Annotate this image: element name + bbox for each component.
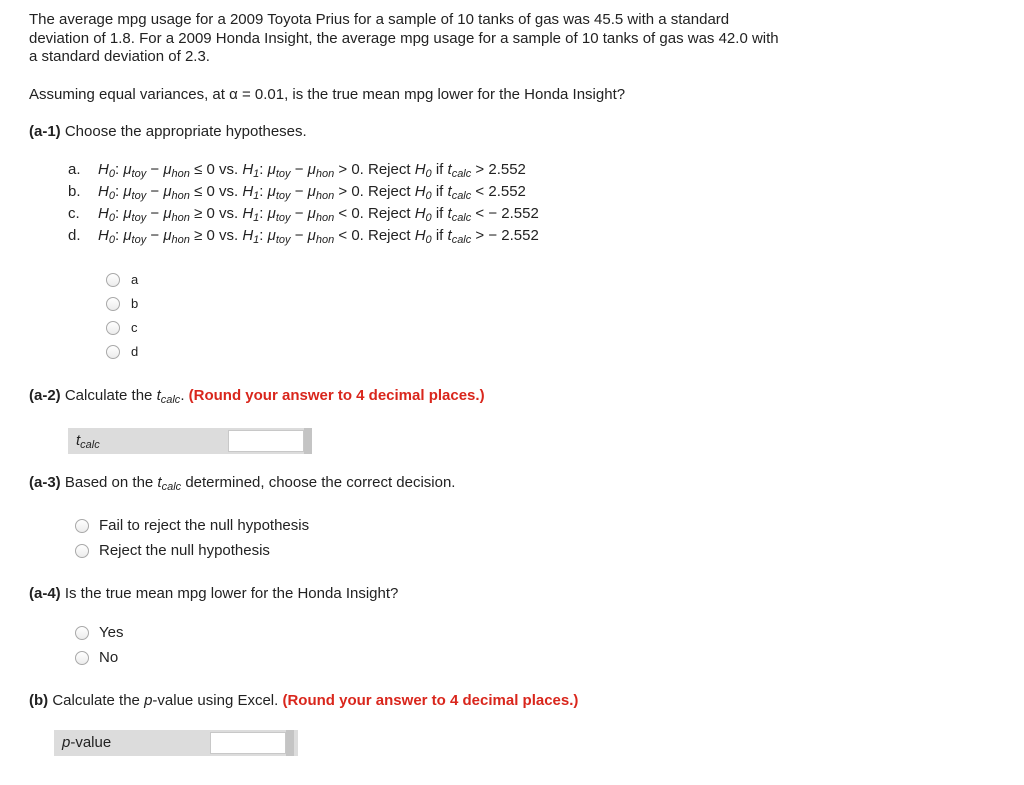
pvalue-label-p: p (62, 734, 71, 751)
mu-hon: $\mu_{hon}$ (307, 205, 335, 224)
radio-option-c[interactable] (106, 321, 120, 335)
radio-no[interactable] (75, 651, 89, 665)
h0-operator: ≥ 0 vs. (194, 227, 239, 244)
a2-period: . (180, 387, 185, 404)
mu-hon: $\mu_{hon}$ (307, 227, 335, 246)
a4-prompt: Is the true mean mpg lower for the Honda Insight? (64, 585, 399, 602)
tcalc-label-t: t (76, 432, 81, 449)
reject-condition: < 2.552 (475, 183, 526, 200)
option-letter: a. (68, 161, 81, 178)
h0-symbol: $H_0$ (414, 227, 432, 246)
a3-part-label: (a-3) (29, 474, 61, 491)
tcalc-field-label (76, 428, 100, 454)
mu-hon: $\mu_{hon}$ (163, 227, 190, 246)
h0-symbol: $H_0$ (414, 183, 432, 202)
tcalc-symbol: $t_{calc}$ (447, 205, 472, 224)
a1-prompt: Choose the appropriate hypotheses. (64, 123, 307, 140)
tcalc-symbol: $t_{calc}$ (447, 183, 472, 202)
a1-heading (29, 122, 307, 142)
h0-symbol: $H_0$ (98, 205, 115, 224)
h1-operator: > 0. Reject (338, 161, 411, 178)
pvalue-field-label (62, 730, 111, 756)
b-rounding-instruction: (Round your answer to 4 decimal places.) (282, 692, 579, 709)
p-symbol: p (144, 692, 153, 709)
option-reject-label: Reject the null hypothesis (99, 542, 270, 559)
tcalc-symbol: $t_{calc}$ (156, 387, 181, 406)
pvalue-input-edge (286, 730, 294, 756)
reject-condition: < − 2.552 (475, 205, 539, 222)
h1-symbol: $H_1$ (242, 183, 260, 202)
mu-toy: $\mu_{toy}$ (123, 161, 147, 180)
question-text: Assuming equal variances, at α = 0.01, is the true mean mpg lower for the Honda Insight? (29, 86, 626, 103)
mu-toy: $\mu_{toy}$ (123, 183, 147, 202)
radio-option-a[interactable] (106, 273, 120, 287)
b-heading (29, 691, 578, 711)
a4-part-label: (a-4) (29, 585, 61, 602)
radio-option-c-label: c (131, 320, 138, 335)
mu-hon: $\mu_{hon}$ (163, 183, 190, 202)
h1-symbol: $H_1$ (242, 227, 260, 246)
b-part-label: (b) (29, 692, 49, 709)
radio-option-d[interactable] (106, 345, 120, 359)
a2-prompt: Calculate the (64, 387, 153, 404)
h0-symbol: $H_0$ (414, 161, 432, 180)
pvalue-input[interactable] (210, 732, 286, 754)
a2-part-label: (a-2) (29, 387, 61, 404)
radio-option-d-label: d (131, 344, 139, 359)
tcalc-symbol: $t_{calc}$ (447, 161, 472, 180)
radio-option-a-label: a (131, 272, 139, 287)
option-letter: d. (68, 227, 81, 244)
tcalc-symbol: $t_{calc}$ (447, 227, 472, 246)
h0-operator: ≤ 0 vs. (194, 161, 239, 178)
h1-symbol: $H_1$ (242, 205, 260, 224)
h1-operator: < 0. Reject (338, 205, 411, 222)
problem-statement: The average mpg usage for a 2009 Toyota Prius for a sample of 10 tanks of gas was 45.5 with a standard deviation of 1.8. For a 2009 Honda Insight, the average mpg usage for a sample of 10 tanks of gas was 42.0 with a standard deviation of 2.3. (29, 11, 779, 65)
h0-symbol: $H_0$ (98, 227, 115, 246)
a3-heading (29, 473, 455, 493)
mu-toy: $\mu_{toy}$ (267, 227, 291, 246)
mu-hon: $\mu_{hon}$ (163, 205, 190, 224)
mu-hon: $\mu_{hon}$ (307, 183, 335, 202)
h1-operator: < 0. Reject (338, 227, 411, 244)
radio-yes[interactable] (75, 626, 89, 640)
a2-heading (29, 386, 485, 406)
tcalc-symbol-a3: $t_{calc}$ (157, 474, 182, 493)
a1-part-label: (a-1) (29, 123, 61, 140)
option-fail-to-reject-label: Fail to reject the null hypothesis (99, 517, 310, 534)
h0-operator: ≤ 0 vs. (194, 183, 239, 200)
radio-fail-to-reject[interactable] (75, 519, 89, 533)
mu-hon: $\mu_{hon}$ (163, 161, 190, 180)
h0-operator: ≥ 0 vs. (194, 205, 239, 222)
hypothesis-option-3: c. $H_0$: $\mu_{toy} - \mu_{hon} \ge 0$ vs. $H_1$: $\mu_{toy} - \mu_{hon} < 0$. Reject $H_0$ if $t_{calc}$ < − 2.552 (68, 205, 539, 224)
a3-prompt-end: determined, choose the correct decision. (185, 474, 456, 491)
tcalc-input[interactable] (228, 430, 304, 452)
hypothesis-option-4: d. $H_0$: $\mu_{toy} - \mu_{hon} \ge 0$ vs. $H_1$: $\mu_{toy} - \mu_{hon} < 0$. Reject $H_0$ if $t_{calc}$ > − 2.552 (68, 227, 539, 246)
radio-reject[interactable] (75, 544, 89, 558)
reject-condition: > − 2.552 (475, 227, 539, 244)
hypothesis-option-1: a. $H_0$: $\mu_{toy} - \mu_{hon} \le 0$ vs. $H_1$: $\mu_{toy} - \mu_{hon} > 0$. Reject $H_0$ if $t_{calc} > 2.552$ (68, 161, 526, 180)
h1-symbol: $H_1$ (242, 161, 260, 180)
a2-rounding-instruction: (Round your answer to 4 decimal places.) (188, 387, 485, 404)
mu-toy: $\mu_{toy}$ (123, 227, 147, 246)
a4-heading (29, 584, 398, 604)
mu-hon: $\mu_{hon}$ (307, 161, 335, 180)
tcalc-label-sub: calc (80, 439, 100, 451)
option-no-label: No (99, 649, 119, 666)
option-letter: c. (68, 205, 80, 222)
mu-toy: $\mu_{toy}$ (267, 161, 291, 180)
mu-toy: $\mu_{toy}$ (123, 205, 147, 224)
hypothesis-option-2: b. $H_0$: $\mu_{toy} - \mu_{hon} \le 0$ vs. $H_1$: $\mu_{toy} - \mu_{hon} > 0$. Reject $H_0$ if $t_{calc} < 2.552$ (68, 183, 526, 202)
h0-symbol: $H_0$ (98, 161, 115, 180)
option-letter: b. (68, 183, 81, 200)
a3-prompt-start: Based on the (64, 474, 154, 491)
reject-condition: > 2.552 (475, 161, 526, 178)
mu-toy: $\mu_{toy}$ (267, 205, 291, 224)
option-yes-label: Yes (99, 624, 124, 641)
h0-symbol: $H_0$ (414, 205, 432, 224)
mu-toy: $\mu_{toy}$ (267, 183, 291, 202)
b-prompt-start: Calculate the (52, 692, 140, 709)
pvalue-label-rest: -value (70, 734, 112, 751)
tcalc-input-edge (304, 428, 312, 454)
radio-option-b[interactable] (106, 297, 120, 311)
radio-option-b-label: b (131, 296, 139, 311)
h0-symbol: $H_0$ (98, 183, 115, 202)
h1-operator: > 0. Reject (338, 183, 411, 200)
b-prompt-end: -value using Excel. (152, 692, 279, 709)
